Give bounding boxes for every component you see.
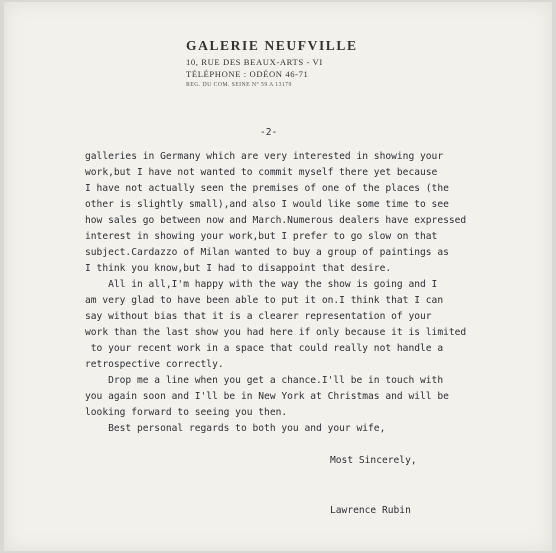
gallery-phone: TÉLÉPHONE : ODÉON 46-71	[186, 69, 309, 79]
body-line: am very glad to have been able to put it on.I think that I can	[85, 295, 444, 306]
gallery-registration: REG. DU COM. SEINE N° 59 A 13179	[186, 82, 292, 88]
body-line: interest in showing your work,but I prefer to go slow on that	[85, 231, 438, 242]
page-number: -2-	[260, 127, 278, 138]
body-line: say without bias that it is a clearer representation of your	[85, 311, 432, 322]
closing: Most Sincerely,	[330, 455, 417, 466]
body-line: Drop me a line when you get a chance.I'll be in touch with	[85, 375, 444, 386]
body-line: I have not actually seen the premises of one of the places (the	[85, 183, 449, 194]
gallery-address: 10, RUE DES BEAUX-ARTS - VI	[186, 57, 323, 67]
signature-name: Lawrence Rubin	[330, 505, 411, 516]
body-line: galleries in Germany which are very interested in showing your	[85, 151, 444, 162]
body-line: work,but I have not wanted to commit myself there yet because	[85, 167, 438, 178]
gallery-name: GALERIE NEUFVILLE	[186, 38, 358, 53]
body-line: All in all,I'm happy with the way the show is going and I	[85, 279, 438, 290]
body-line: subject.Cardazzo of Milan wanted to buy a group of paintings as	[85, 247, 449, 258]
body-line: work than the last show you had here if only because it is limited	[85, 327, 467, 338]
letter-body	[4, 151, 552, 434]
body-line: looking forward to seeing you then.	[85, 407, 288, 418]
body-line: retrospective correctly.	[85, 359, 224, 370]
letter-page	[4, 2, 552, 551]
body-line: how sales go between now and March.Numerous dealers have expressed	[85, 215, 467, 226]
body-line: I think you know,but I had to disappoint that desire.	[85, 263, 392, 274]
body-line: you again soon and I'll be in New York at Christmas and will be	[85, 391, 449, 402]
body-line: other is slightly small),and also I would like some time to see	[85, 199, 449, 210]
body-line: Best personal regards to both you and your wife,	[85, 423, 386, 434]
body-line: to your recent work in a space that could really not handle a	[85, 343, 444, 354]
